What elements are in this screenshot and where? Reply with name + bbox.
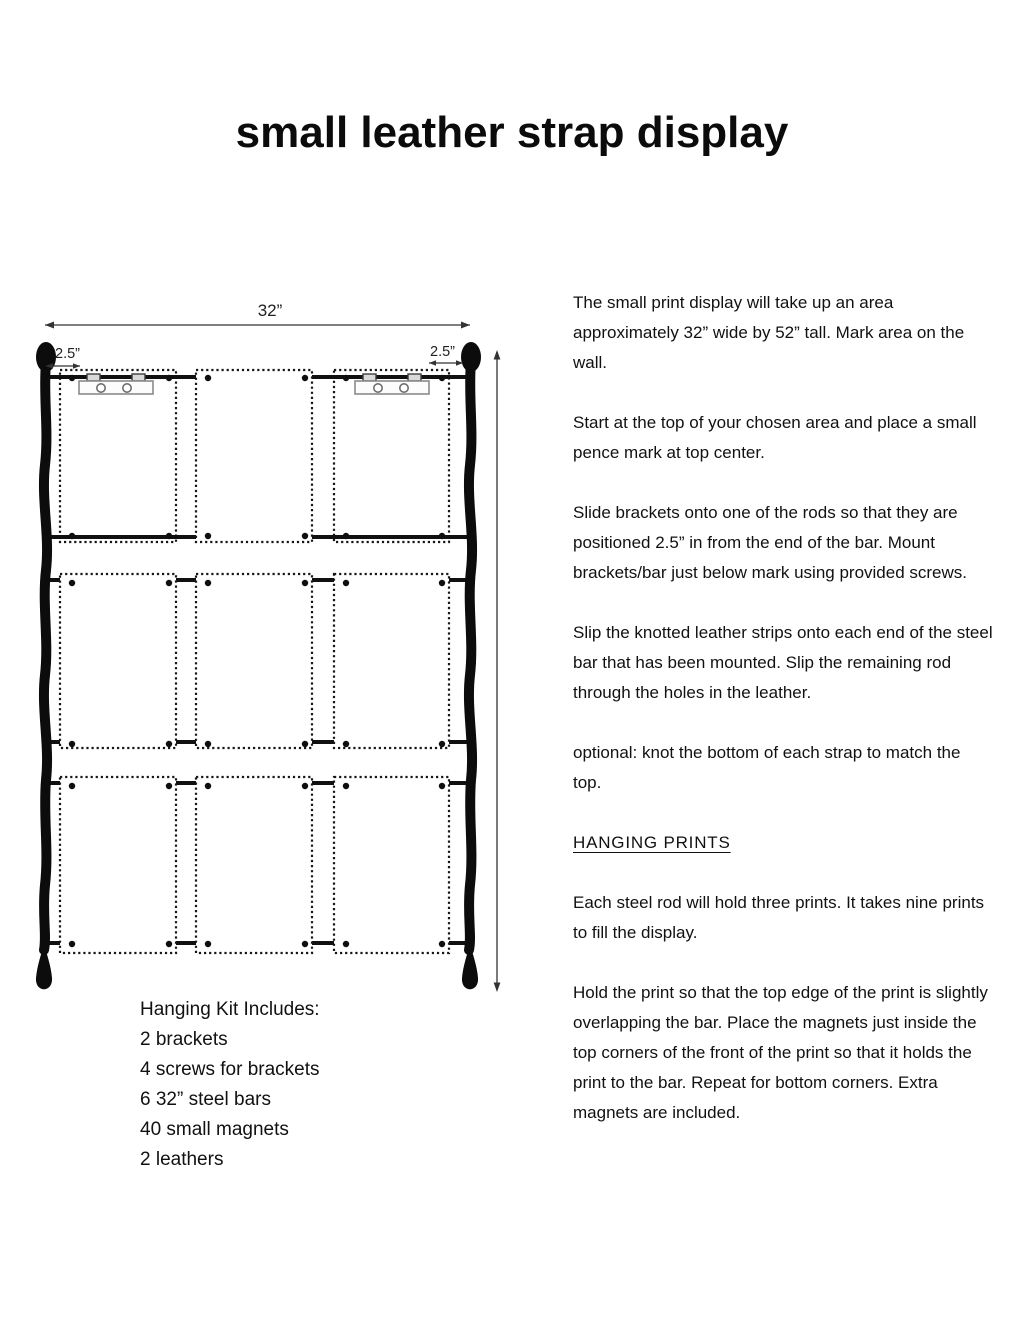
print-outline (60, 777, 176, 953)
right-offset-dimension-arrow (429, 360, 463, 366)
width-dimension-label: 32” (257, 301, 283, 320)
hanging-kit-list (140, 995, 320, 1175)
magnet-dot (302, 375, 308, 381)
left-offset-dimension-arrow (46, 363, 80, 369)
hanging-prints-heading: HANGING PRINTS (573, 833, 731, 852)
kit-item: 6 32” steel bars (140, 1089, 271, 1110)
height-dimension-arrow (494, 350, 501, 992)
magnet-dot (343, 580, 349, 586)
magnet-dot (166, 375, 172, 381)
strap-knot-bottom (36, 944, 52, 989)
magnet-dot (205, 580, 211, 586)
magnet-dot (166, 783, 172, 789)
magnet-dot (69, 375, 75, 381)
magnet-dot (343, 741, 349, 747)
kit-item: 2 brackets (140, 1029, 228, 1050)
kit-list-heading: Hanging Kit Includes: (140, 999, 320, 1020)
leather-strap-left (36, 342, 56, 989)
strap-knot-top (461, 342, 481, 372)
instruction-paragraph: The small print display will take up an area approximately 32” wide by 52” tall. Mark area on the wall. (573, 293, 965, 372)
magnet-dot (69, 941, 75, 947)
magnet-dot (205, 783, 211, 789)
screw-hole-icon (374, 384, 382, 392)
instruction-paragraph: Each steel rod will hold three prints. It takes nine prints to fill the display. (573, 893, 985, 942)
magnet-dot (166, 941, 172, 947)
instruction-paragraph: Start at the top of your chosen area and place a small pence mark at top center. (573, 413, 977, 462)
instruction-paragraph: Hold the print so that the top edge of the print is slightly overlapping the bar. Place the magnets just inside the top corners of the front of the print so that it holds the print to the bar. Repeat for bottom corners. Extra magnets are included. (573, 983, 988, 1122)
magnet-dot (343, 941, 349, 947)
screw-hole-icon (97, 384, 105, 392)
magnet-dot (69, 533, 75, 539)
magnet-dot (439, 741, 445, 747)
magnet-dot (343, 783, 349, 789)
print-outline (60, 574, 176, 748)
magnet-dot (302, 533, 308, 539)
magnet-dot (439, 941, 445, 947)
instructions-column (573, 288, 993, 1158)
magnet-dot (166, 741, 172, 747)
instruction-paragraph: Slip the knotted leather strips onto each end of the steel bar that has been mounted. Slip the remaining rod through the holes in the leather. (573, 623, 993, 702)
magnet-dot (439, 783, 445, 789)
instruction-paragraph: Slide brackets onto one of the rods so that they are positioned 2.5” in from the end of the bar. Mount brackets/bar just below mark using provided screws. (573, 503, 967, 582)
print-outline (196, 574, 312, 748)
magnet-dot (69, 783, 75, 789)
magnet-dot (343, 533, 349, 539)
kit-item: 2 leathers (140, 1149, 224, 1170)
print-outline (196, 777, 312, 953)
magnet-dot (205, 941, 211, 947)
magnet-dot (302, 941, 308, 947)
magnet-dot (205, 375, 211, 381)
magnet-dot (166, 580, 172, 586)
screw-hole-icon (400, 384, 408, 392)
print-outline (196, 370, 312, 542)
page-title: small leather strap display (235, 108, 789, 157)
magnet-dot (439, 580, 445, 586)
print-outline (334, 574, 449, 748)
kit-item: 40 small magnets (140, 1119, 289, 1140)
magnet-dot (69, 580, 75, 586)
magnet-dot (439, 533, 445, 539)
magnet-dot (302, 580, 308, 586)
magnet-dot (205, 741, 211, 747)
magnet-dot (205, 533, 211, 539)
leather-strap-right (461, 342, 481, 989)
print-outline (334, 777, 449, 953)
magnet-dot (302, 783, 308, 789)
right-offset-dimension-label: 2.5” (430, 344, 455, 360)
instruction-paragraph: optional: knot the bottom of each strap to match the top. (573, 743, 961, 792)
width-dimension-arrow (45, 322, 470, 329)
magnet-dot (439, 375, 445, 381)
kit-item: 4 screws for brackets (140, 1059, 320, 1080)
magnet-dot (302, 741, 308, 747)
screw-hole-icon (123, 384, 131, 392)
magnet-dot (166, 533, 172, 539)
print-outline-front (196, 370, 312, 542)
display-diagram (0, 0, 540, 1010)
magnet-dot (343, 375, 349, 381)
magnet-dot (69, 741, 75, 747)
left-offset-dimension-label: 2.5” (55, 346, 80, 362)
print-outline (60, 370, 176, 542)
print-outline (334, 370, 449, 542)
